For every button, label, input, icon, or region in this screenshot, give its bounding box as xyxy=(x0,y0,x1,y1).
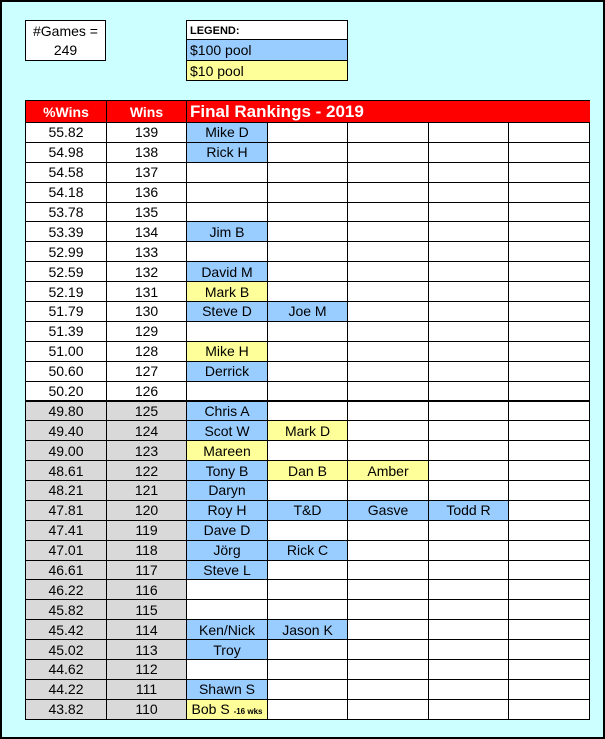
player-name: Chris A xyxy=(204,403,250,420)
wins-cell: 110 xyxy=(107,699,187,719)
table-row xyxy=(26,461,590,481)
games-count-value: 249 xyxy=(53,42,78,58)
wins-cell: 116 xyxy=(107,580,187,600)
pct-wins-cell: 51.79 xyxy=(26,302,107,322)
empty-cell xyxy=(429,361,509,381)
wins-cell: 139 xyxy=(107,123,187,143)
empty-cell xyxy=(509,381,590,401)
empty-cell xyxy=(268,282,348,302)
table-row xyxy=(26,421,590,441)
pct-wins-cell: 51.39 xyxy=(26,321,107,341)
legend-title: LEGEND: xyxy=(187,21,347,40)
player-name: Jason K xyxy=(282,621,333,638)
wins-cell: 136 xyxy=(107,182,187,202)
pct-wins-cell: 52.19 xyxy=(26,282,107,302)
empty-cell xyxy=(509,500,590,520)
player-cell xyxy=(187,401,268,421)
empty-cell xyxy=(348,540,429,560)
empty-cell xyxy=(429,580,509,600)
empty-cell xyxy=(509,222,590,242)
player-cell xyxy=(187,560,268,580)
empty-cell xyxy=(509,162,590,182)
empty-cell xyxy=(429,182,509,202)
pct-wins-cell: 49.80 xyxy=(26,401,107,421)
empty-cell xyxy=(348,520,429,540)
empty-cell xyxy=(429,321,509,341)
empty-cell xyxy=(187,381,268,401)
wins-cell: 118 xyxy=(107,540,187,560)
table-row xyxy=(26,401,590,421)
player-name: Mareen xyxy=(203,442,251,459)
player-name: Rick H xyxy=(206,144,248,161)
table-row xyxy=(26,600,590,620)
pct-wins-cell: 49.00 xyxy=(26,441,107,461)
table-row xyxy=(26,620,590,640)
empty-cell xyxy=(429,441,509,461)
pct-wins-cell: 44.22 xyxy=(26,679,107,699)
empty-cell xyxy=(509,540,590,560)
empty-cell xyxy=(429,660,509,680)
wins-cell: 131 xyxy=(107,282,187,302)
empty-cell xyxy=(509,401,590,421)
table-row xyxy=(26,282,590,302)
player-name: Mark D xyxy=(284,422,331,439)
player-cell xyxy=(187,640,268,660)
player-cell xyxy=(187,222,268,242)
wins-cell: 135 xyxy=(107,202,187,222)
empty-cell xyxy=(268,242,348,262)
player-name: Gasve xyxy=(367,502,409,519)
wins-cell: 133 xyxy=(107,242,187,262)
empty-cell xyxy=(187,162,268,182)
empty-cell xyxy=(268,202,348,222)
wins-cell: 125 xyxy=(107,401,187,421)
empty-cell xyxy=(268,600,348,620)
empty-cell xyxy=(348,600,429,620)
wins-cell: 120 xyxy=(107,500,187,520)
empty-cell xyxy=(268,520,348,540)
table-row xyxy=(26,222,590,242)
table-row xyxy=(26,640,590,660)
pct-wins-cell: 53.78 xyxy=(26,202,107,222)
empty-cell xyxy=(509,679,590,699)
player-name: T&D xyxy=(293,502,322,519)
player-cell xyxy=(268,620,348,640)
empty-cell xyxy=(268,699,348,719)
player-name: Mark B xyxy=(204,283,250,300)
empty-cell xyxy=(429,481,509,501)
player-cell xyxy=(268,302,348,322)
player-name: Troy xyxy=(213,641,241,658)
player-name: Dave D xyxy=(203,522,251,539)
empty-cell xyxy=(509,202,590,222)
empty-cell xyxy=(268,361,348,381)
empty-cell xyxy=(268,182,348,202)
empty-cell xyxy=(268,142,348,162)
empty-cell xyxy=(268,481,348,501)
empty-cell xyxy=(429,282,509,302)
empty-cell xyxy=(348,202,429,222)
player-cell xyxy=(268,421,348,441)
empty-cell xyxy=(509,421,590,441)
player-cell xyxy=(187,421,268,441)
empty-cell xyxy=(429,520,509,540)
empty-cell xyxy=(348,560,429,580)
table-row xyxy=(26,381,590,401)
empty-cell xyxy=(348,142,429,162)
player-cell xyxy=(187,679,268,699)
empty-cell xyxy=(187,242,268,262)
wins-cell: 127 xyxy=(107,361,187,381)
player-name: Scot W xyxy=(204,422,250,439)
player-name: David M xyxy=(201,263,253,280)
player-cell xyxy=(187,441,268,461)
empty-cell xyxy=(429,540,509,560)
header-title: Final Rankings - 2019 xyxy=(187,101,590,123)
wins-cell: 138 xyxy=(107,142,187,162)
player-cell xyxy=(187,302,268,322)
player-name: Amber xyxy=(367,462,409,479)
player-cell xyxy=(348,500,429,520)
pct-wins-cell: 54.98 xyxy=(26,142,107,162)
empty-cell xyxy=(268,401,348,421)
player-name: Steve L xyxy=(203,562,251,579)
table-row xyxy=(26,123,590,143)
empty-cell xyxy=(509,242,590,262)
pct-wins-cell: 45.02 xyxy=(26,640,107,660)
player-cell xyxy=(187,341,268,361)
player-name: Roy H xyxy=(207,502,247,519)
player-name: Joe M xyxy=(288,303,327,320)
player-name: Daryn xyxy=(208,482,246,499)
wins-cell: 128 xyxy=(107,341,187,361)
empty-cell xyxy=(509,262,590,282)
empty-cell xyxy=(509,341,590,361)
wins-cell: 124 xyxy=(107,421,187,441)
empty-cell xyxy=(429,620,509,640)
empty-cell xyxy=(348,640,429,660)
empty-cell xyxy=(348,282,429,302)
legend-100-pool: $100 pool xyxy=(187,40,347,60)
empty-cell xyxy=(348,381,429,401)
table-row xyxy=(26,560,590,580)
empty-cell xyxy=(429,461,509,481)
player-cell xyxy=(268,500,348,520)
pct-wins-cell: 46.61 xyxy=(26,560,107,580)
empty-cell xyxy=(429,162,509,182)
rankings-body xyxy=(26,123,590,720)
wins-cell: 137 xyxy=(107,162,187,182)
player-name: Mike H xyxy=(205,343,249,360)
empty-cell xyxy=(509,302,590,322)
empty-cell xyxy=(348,421,429,441)
empty-cell xyxy=(429,142,509,162)
wins-cell: 111 xyxy=(107,679,187,699)
wins-cell: 119 xyxy=(107,520,187,540)
table-row xyxy=(26,540,590,560)
games-count-box xyxy=(25,20,106,61)
empty-cell xyxy=(509,620,590,640)
player-name: Jim B xyxy=(209,223,245,240)
empty-cell xyxy=(187,660,268,680)
empty-cell xyxy=(509,142,590,162)
player-name: Tony B xyxy=(205,462,249,479)
table-row xyxy=(26,262,590,282)
empty-cell xyxy=(187,580,268,600)
player-cell xyxy=(348,461,429,481)
empty-cell xyxy=(429,242,509,262)
empty-cell xyxy=(268,679,348,699)
empty-cell xyxy=(348,162,429,182)
wins-cell: 134 xyxy=(107,222,187,242)
empty-cell xyxy=(348,660,429,680)
empty-cell xyxy=(268,560,348,580)
wins-cell: 113 xyxy=(107,640,187,660)
empty-cell xyxy=(348,620,429,640)
legend-10-pool: $10 pool xyxy=(187,60,347,80)
wins-cell: 121 xyxy=(107,481,187,501)
table-row xyxy=(26,142,590,162)
wins-cell: 126 xyxy=(107,381,187,401)
player-cell xyxy=(187,481,268,501)
empty-cell xyxy=(509,660,590,680)
empty-cell xyxy=(268,222,348,242)
table-row xyxy=(26,341,590,361)
table-row xyxy=(26,660,590,680)
empty-cell xyxy=(268,321,348,341)
wins-cell: 114 xyxy=(107,620,187,640)
empty-cell xyxy=(348,262,429,282)
table-row xyxy=(26,242,590,262)
player-name: Shawn S xyxy=(198,681,256,698)
pct-wins-cell: 48.21 xyxy=(26,481,107,501)
pct-wins-cell: 49.40 xyxy=(26,421,107,441)
empty-cell xyxy=(509,560,590,580)
wins-cell: 115 xyxy=(107,600,187,620)
empty-cell xyxy=(348,182,429,202)
empty-cell xyxy=(348,679,429,699)
pct-wins-cell: 47.81 xyxy=(26,500,107,520)
empty-cell xyxy=(429,202,509,222)
pct-wins-cell: 47.01 xyxy=(26,540,107,560)
player-cell xyxy=(187,461,268,481)
empty-cell xyxy=(348,321,429,341)
table-row xyxy=(26,679,590,699)
wins-cell: 117 xyxy=(107,560,187,580)
header-wins: Wins xyxy=(107,101,187,123)
empty-cell xyxy=(268,162,348,182)
rankings-table xyxy=(25,100,590,720)
empty-cell xyxy=(429,679,509,699)
empty-cell xyxy=(187,321,268,341)
empty-cell xyxy=(509,580,590,600)
empty-cell xyxy=(509,640,590,660)
empty-cell xyxy=(429,262,509,282)
empty-cell xyxy=(509,441,590,461)
table-row xyxy=(26,580,590,600)
legend xyxy=(186,20,348,81)
table-row xyxy=(26,520,590,540)
empty-cell xyxy=(509,461,590,481)
pct-wins-cell: 51.00 xyxy=(26,341,107,361)
empty-cell xyxy=(268,123,348,143)
empty-cell xyxy=(429,600,509,620)
empty-cell xyxy=(429,302,509,322)
player-cell xyxy=(187,540,268,560)
table-row xyxy=(26,182,590,202)
pct-wins-cell: 45.42 xyxy=(26,620,107,640)
header-pct-wins: %Wins xyxy=(26,101,107,123)
table-row xyxy=(26,481,590,501)
empty-cell xyxy=(348,580,429,600)
empty-cell xyxy=(509,520,590,540)
wins-cell: 132 xyxy=(107,262,187,282)
empty-cell xyxy=(509,699,590,719)
empty-cell xyxy=(429,222,509,242)
table-row xyxy=(26,441,590,461)
empty-cell xyxy=(268,262,348,282)
empty-cell xyxy=(348,123,429,143)
player-cell xyxy=(268,540,348,560)
pct-wins-cell: 52.59 xyxy=(26,262,107,282)
player-name: Ken/Nick xyxy=(198,621,256,638)
player-cell xyxy=(187,620,268,640)
player-cell xyxy=(268,461,348,481)
player-name: Bob S xyxy=(191,701,230,718)
pct-wins-cell: 50.20 xyxy=(26,381,107,401)
empty-cell xyxy=(268,660,348,680)
pct-wins-cell: 48.61 xyxy=(26,461,107,481)
empty-cell xyxy=(348,302,429,322)
table-row xyxy=(26,321,590,341)
empty-cell xyxy=(429,123,509,143)
empty-cell xyxy=(268,341,348,361)
empty-cell xyxy=(509,600,590,620)
pct-wins-cell: 47.41 xyxy=(26,520,107,540)
empty-cell xyxy=(509,182,590,202)
empty-cell xyxy=(348,361,429,381)
empty-cell xyxy=(348,481,429,501)
table-row xyxy=(26,361,590,381)
pct-wins-cell: 54.18 xyxy=(26,182,107,202)
pct-wins-cell: 50.60 xyxy=(26,361,107,381)
empty-cell xyxy=(187,202,268,222)
table-row xyxy=(26,162,590,182)
games-count-label: #Games = xyxy=(33,23,98,39)
table-row xyxy=(26,500,590,520)
wins-cell: 123 xyxy=(107,441,187,461)
empty-cell xyxy=(187,600,268,620)
pct-wins-cell: 55.82 xyxy=(26,123,107,143)
wins-cell: 130 xyxy=(107,302,187,322)
player-cell xyxy=(187,123,268,143)
pct-wins-cell: 54.58 xyxy=(26,162,107,182)
player-cell xyxy=(187,262,268,282)
wins-cell: 129 xyxy=(107,321,187,341)
pct-wins-cell: 52.99 xyxy=(26,242,107,262)
player-cell xyxy=(187,282,268,302)
empty-cell xyxy=(429,381,509,401)
empty-cell xyxy=(348,242,429,262)
player-name: Mike D xyxy=(205,124,249,141)
empty-cell xyxy=(509,282,590,302)
empty-cell xyxy=(429,421,509,441)
empty-cell xyxy=(429,699,509,719)
player-cell xyxy=(187,361,268,381)
pct-wins-cell: 53.39 xyxy=(26,222,107,242)
empty-cell xyxy=(429,640,509,660)
empty-cell xyxy=(268,640,348,660)
empty-cell xyxy=(268,580,348,600)
player-cell xyxy=(429,500,509,520)
player-name: Jörg xyxy=(213,542,241,559)
pct-wins-cell: 46.22 xyxy=(26,580,107,600)
empty-cell xyxy=(348,699,429,719)
player-name: Dan B xyxy=(288,462,327,479)
empty-cell xyxy=(268,381,348,401)
empty-cell xyxy=(509,123,590,143)
player-note: -16 wks xyxy=(233,707,263,717)
empty-cell xyxy=(187,182,268,202)
empty-cell xyxy=(429,401,509,421)
empty-cell xyxy=(348,222,429,242)
empty-cell xyxy=(268,441,348,461)
table-row xyxy=(26,202,590,222)
empty-cell xyxy=(429,560,509,580)
player-name: Rick C xyxy=(286,542,329,559)
empty-cell xyxy=(348,341,429,361)
wins-cell: 122 xyxy=(107,461,187,481)
player-cell xyxy=(187,500,268,520)
empty-cell xyxy=(429,341,509,361)
empty-cell xyxy=(509,481,590,501)
player-cell xyxy=(187,520,268,540)
pct-wins-cell: 43.82 xyxy=(26,699,107,719)
empty-cell xyxy=(348,441,429,461)
player-name: Derrick xyxy=(204,363,250,380)
player-cell xyxy=(187,142,268,162)
header-row xyxy=(26,101,590,123)
pct-wins-cell: 45.82 xyxy=(26,600,107,620)
player-name: Steve D xyxy=(202,303,252,320)
pct-wins-cell: 44.62 xyxy=(26,660,107,680)
table-row xyxy=(26,302,590,322)
empty-cell xyxy=(509,361,590,381)
table-row xyxy=(26,699,590,719)
empty-cell xyxy=(509,321,590,341)
player-cell xyxy=(187,699,268,719)
empty-cell xyxy=(348,401,429,421)
wins-cell: 112 xyxy=(107,660,187,680)
player-name: Todd R xyxy=(446,502,491,519)
